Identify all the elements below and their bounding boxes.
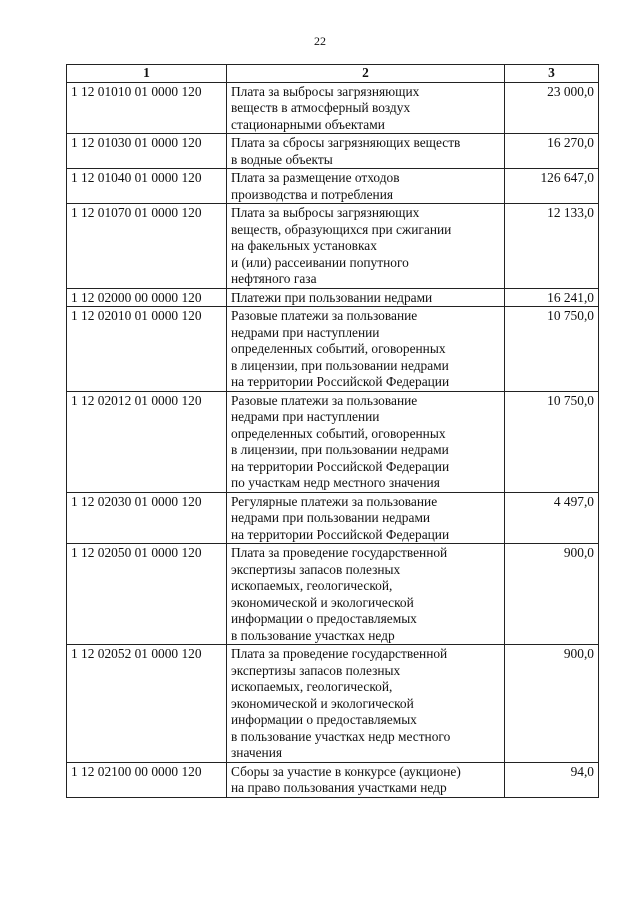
row-name-line: Разовые платежи за пользование	[231, 308, 418, 323]
row-code: 1 12 02012 01 0000 120	[67, 391, 227, 492]
row-name-line: в лицензии, при пользовании недрами	[231, 357, 449, 373]
row-code: 1 12 02010 01 0000 120	[67, 307, 227, 392]
row-name-line: на территории Российской Федерации	[231, 458, 450, 474]
row-name-line: ископаемых, геологической,	[231, 679, 393, 694]
row-name-line: на факельных установках	[231, 238, 377, 253]
row-name-line: экономической и экологической	[231, 594, 414, 610]
row-amount: 4 497,0	[505, 492, 599, 544]
row-name-line: недрами при наступлении	[231, 409, 380, 424]
row-name-line: Плата за проведение государственной	[231, 646, 448, 661]
table-row	[67, 307, 599, 392]
row-name-line: Платежи при пользовании недрами	[231, 289, 433, 305]
row-amount: 12 133,0	[505, 204, 599, 289]
row-name-line: недрами при пользовании недрами	[231, 510, 431, 525]
row-amount: 16 270,0	[505, 134, 599, 169]
table-row	[67, 645, 599, 763]
table-row	[67, 544, 599, 645]
column-header-1: 1	[67, 65, 227, 83]
table-body	[67, 82, 599, 797]
row-code: 1 12 02050 01 0000 120	[67, 544, 227, 645]
row-name	[227, 82, 505, 134]
row-name	[227, 288, 505, 307]
page-number: 22	[314, 34, 326, 48]
row-name-line: значения	[231, 745, 283, 760]
row-name	[227, 169, 505, 204]
row-name-line: информации о предоставляемых	[231, 712, 417, 727]
row-name-line: Плата за сбросы загрязняющих веществ	[231, 135, 461, 150]
row-code: 1 12 02000 00 0000 120	[67, 288, 227, 307]
row-name-line: в пользование участках недр	[231, 627, 395, 643]
row-name-line: Плата за выбросы загрязняющих	[231, 83, 420, 99]
column-header-2: 2	[227, 65, 505, 83]
row-name	[227, 762, 505, 797]
row-name	[227, 645, 505, 763]
row-name-line: нефтяного газа	[231, 271, 317, 286]
row-name-line: производства и потребления	[231, 186, 394, 202]
row-name-line: в водные объекты	[231, 151, 333, 167]
table-header-row	[67, 65, 599, 83]
row-name-line: определенных событий, оговоренных	[231, 341, 446, 356]
row-amount: 900,0	[505, 645, 599, 763]
row-name-line: экономической и экологической	[231, 695, 414, 711]
row-name-line: недрами при наступлении	[231, 324, 380, 340]
row-name-line: на право пользования участками недр	[231, 780, 447, 795]
row-amount: 10 750,0	[505, 391, 599, 492]
row-name-line: по участкам недр местного значения	[231, 475, 440, 490]
row-name-line: Плата за выбросы загрязняющих	[231, 205, 420, 220]
row-name-line: в лицензии, при пользовании недрами	[231, 442, 449, 457]
table-row	[67, 762, 599, 797]
row-code: 1 12 01010 01 0000 120	[67, 82, 227, 134]
row-code: 1 12 02030 01 0000 120	[67, 492, 227, 544]
row-name-line: стационарными объектами	[231, 116, 385, 132]
row-name-line: и (или) рассеивании попутного	[231, 254, 409, 270]
row-amount: 94,0	[505, 762, 599, 797]
row-name-line: информации о предоставляемых	[231, 611, 417, 626]
row-name-line: на территории Российской Федерации	[231, 374, 450, 389]
row-name-line: Разовые платежи за пользование	[231, 392, 418, 408]
row-code: 1 12 01040 01 0000 120	[67, 169, 227, 204]
table-row	[67, 82, 599, 134]
row-name-line: определенных событий, оговоренных	[231, 425, 446, 441]
row-name-line: ископаемых, геологической,	[231, 578, 393, 593]
row-name	[227, 204, 505, 289]
table-row	[67, 288, 599, 307]
table-row	[67, 134, 599, 169]
row-amount: 10 750,0	[505, 307, 599, 392]
table-row	[67, 204, 599, 289]
row-code: 1 12 02100 00 0000 120	[67, 762, 227, 797]
row-name-line: на территории Российской Федерации	[231, 526, 450, 542]
row-name-line: Плата за проведение государственной	[231, 545, 448, 560]
table-row	[67, 492, 599, 544]
row-code: 1 12 01030 01 0000 120	[67, 134, 227, 169]
row-name	[227, 391, 505, 492]
row-amount: 900,0	[505, 544, 599, 645]
table-row	[67, 169, 599, 204]
row-name	[227, 544, 505, 645]
budget-table	[66, 64, 599, 798]
row-name-line: экспертизы запасов полезных	[231, 561, 401, 577]
row-name	[227, 134, 505, 169]
row-name-line: в пользование участках недр местного	[231, 728, 451, 744]
row-name-line: Сборы за участие в конкурсе (аукционе)	[231, 763, 461, 779]
row-code: 1 12 01070 01 0000 120	[67, 204, 227, 289]
table-row	[67, 391, 599, 492]
row-name-line: Плата за размещение отходов	[231, 170, 400, 185]
column-header-3: 3	[505, 65, 599, 83]
row-name-line: веществ в атмосферный воздух	[231, 100, 411, 115]
row-amount: 23 000,0	[505, 82, 599, 134]
row-name-line: Регулярные платежи за пользование	[231, 493, 438, 509]
row-code: 1 12 02052 01 0000 120	[67, 645, 227, 763]
row-name-line: экспертизы запасов полезных	[231, 662, 401, 678]
row-amount: 16 241,0	[505, 288, 599, 307]
row-name	[227, 307, 505, 392]
row-name	[227, 492, 505, 544]
row-amount: 126 647,0	[505, 169, 599, 204]
row-name-line: веществ, образующихся при сжигании	[231, 221, 452, 237]
